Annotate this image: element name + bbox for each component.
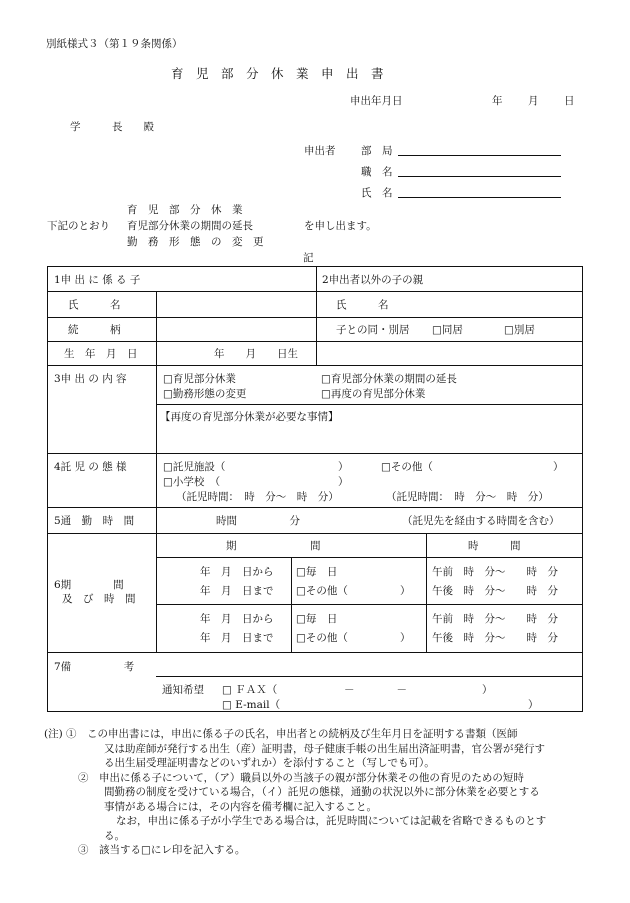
opt-change-checkbox[interactable]: □勤務形態の変更	[163, 388, 247, 400]
care-time-2: （託児時間： 時 分～ 時 分）	[386, 491, 549, 503]
care-school-checkbox[interactable]: □小学校 （	[163, 476, 221, 488]
other-close-1: ）	[400, 585, 411, 597]
date-day: 日	[564, 95, 575, 107]
fax-checkbox[interactable]: □ ＦＡＸ（	[222, 684, 278, 696]
time-header: 時 間	[468, 540, 521, 552]
intro-prefix: 下記のとおり	[47, 220, 110, 232]
care-other-checkbox[interactable]: □その他（	[381, 461, 433, 473]
name-line[interactable]	[398, 197, 561, 198]
dept-line[interactable]	[398, 155, 561, 156]
notify-label: 通知希望	[162, 684, 204, 696]
section-2-heading: 2申出者以外の子の親	[322, 274, 424, 286]
again-reason-label: 【再度の育児部分休業が必要な事情】	[160, 411, 339, 423]
care-school-close: ）	[338, 476, 349, 488]
note-2-line-4: なお，申出に係る子が小学生である場合は，託児時間については記載を省略できるものとす	[116, 815, 547, 827]
commute-note: （託児先を経由する時間を含む）	[402, 515, 560, 527]
to-label-1: 年 月 日まで	[200, 585, 274, 597]
section-1-heading: 1申 出 に 係 る 子	[54, 274, 141, 286]
opt-extend-checkbox[interactable]: □育児部分休業の期間の延長	[321, 373, 457, 385]
separate-house-checkbox[interactable]: □別居	[504, 324, 535, 336]
note-2-line-3: 事情がある場合には，その内容を備考欄に記入すること。	[104, 800, 377, 813]
care-time-1: （託児時間： 時 分～ 時 分）	[176, 491, 339, 503]
note-2-line-2: 間勤務の制度を受けている場合，（イ）託児の態様，通勤の状況以外に部分休業を必要とする	[104, 786, 540, 798]
section-5-heading: 5通 勤 時 間	[54, 515, 135, 527]
section-6-heading-a: 6期 間	[54, 579, 124, 591]
position-label: 職 名	[361, 166, 393, 178]
section-7-heading: 7備 考	[54, 661, 135, 673]
date-month: 月	[528, 95, 539, 107]
from-label-1: 年 月 日から	[200, 566, 274, 578]
relation-label: 続 柄	[68, 324, 121, 336]
from-label-2: 年 月 日から	[200, 613, 274, 625]
email-checkbox[interactable]: □ E-mail（	[222, 699, 281, 711]
intro-option-3: 勤 務 形 態 の 変 更	[127, 236, 264, 248]
other-close-2: ）	[400, 632, 411, 644]
am-time-2: 午前 時 分～ 時 分	[432, 613, 558, 625]
other-checkbox-1[interactable]: □その他（	[296, 585, 348, 597]
fax-dash: － －	[344, 684, 407, 696]
notes	[44, 727, 589, 858]
same-house-checkbox[interactable]: □同居	[432, 324, 463, 336]
other-checkbox-2[interactable]: □その他（	[296, 632, 348, 644]
date-year: 年	[492, 95, 503, 107]
birth-value: 年 月 日生	[214, 348, 298, 360]
to-label-2: 年 月 日まで	[200, 632, 274, 644]
daily-checkbox-2[interactable]: □毎 日	[296, 613, 338, 625]
form-label: 別紙様式３（第１９条関係）	[46, 38, 183, 50]
intro-option-1: 育 児 部 分 休 業	[127, 204, 243, 216]
dept-label: 部 局	[361, 145, 393, 157]
application-table	[47, 266, 583, 712]
pm-time-2: 午後 時 分～ 時 分	[432, 632, 558, 644]
note-2-line-5: る。	[104, 829, 125, 842]
daily-checkbox-1[interactable]: □毎 日	[296, 566, 338, 578]
note-1-line-1: (注) ① この申出書には，申出に係る子の氏名，申出者との続柄及び生年月日を証明する書類（医師	[44, 728, 518, 740]
section-6-heading-b: 及 び 時 間	[62, 593, 136, 605]
period-header: 期 間	[226, 540, 321, 552]
opt-again-checkbox[interactable]: □再度の育児部分休業	[321, 388, 426, 400]
section-3-heading: 3申 出 の 内 容	[54, 373, 127, 385]
pm-time-1: 午後 時 分～ 時 分	[432, 585, 558, 597]
position-line[interactable]	[398, 176, 561, 177]
child-name-label: 氏 名	[68, 299, 121, 311]
note-1-line-3: る出生届受理証明書などのいずれか）を添付すること（写しでも可）。	[104, 757, 435, 769]
intro-suffix: を申し出ます。	[304, 220, 377, 232]
care-facility-checkbox[interactable]: □託児施設（	[163, 461, 226, 473]
section-4-heading: 4託 児 の 態 様	[54, 461, 127, 473]
commute-value: 時間 分	[216, 515, 300, 527]
intro-option-2: 育児部分休業の期間の延長	[127, 220, 253, 232]
note-2-line-1: ② 申出に係る子について，（ア）職員以外の当該子の親が部分休業その他の育児のための短時	[78, 771, 524, 784]
name-label: 氏 名	[361, 187, 393, 199]
opt-part-checkbox[interactable]: □育児部分休業	[163, 373, 236, 385]
addressee: 学 長 殿	[70, 121, 154, 133]
care-facility-close: ）	[338, 461, 349, 473]
note-1-line-2: 又は助産師が発行する出生（産）証明書，母子健康手帳の出生届出済証明書，官公署が発行す	[104, 742, 545, 755]
ki-label: 記	[303, 252, 314, 264]
birth-label: 生 年 月 日	[64, 348, 138, 360]
fax-close: ）	[482, 684, 493, 696]
note-3: ③ 該当する□にレ印を記入する。	[78, 844, 246, 856]
page-title: 育 児 部 分 休 業 申 出 書	[171, 66, 384, 81]
email-close: ）	[528, 699, 539, 711]
care-other-close: ）	[553, 461, 564, 473]
parent-name-label: 氏 名	[336, 299, 389, 311]
applicant-label: 申出者	[304, 145, 336, 157]
am-time-1: 午前 時 分～ 時 分	[432, 566, 558, 578]
cohabit-label: 子との同・別居	[336, 324, 410, 336]
date-label: 申出年月日	[350, 95, 403, 107]
